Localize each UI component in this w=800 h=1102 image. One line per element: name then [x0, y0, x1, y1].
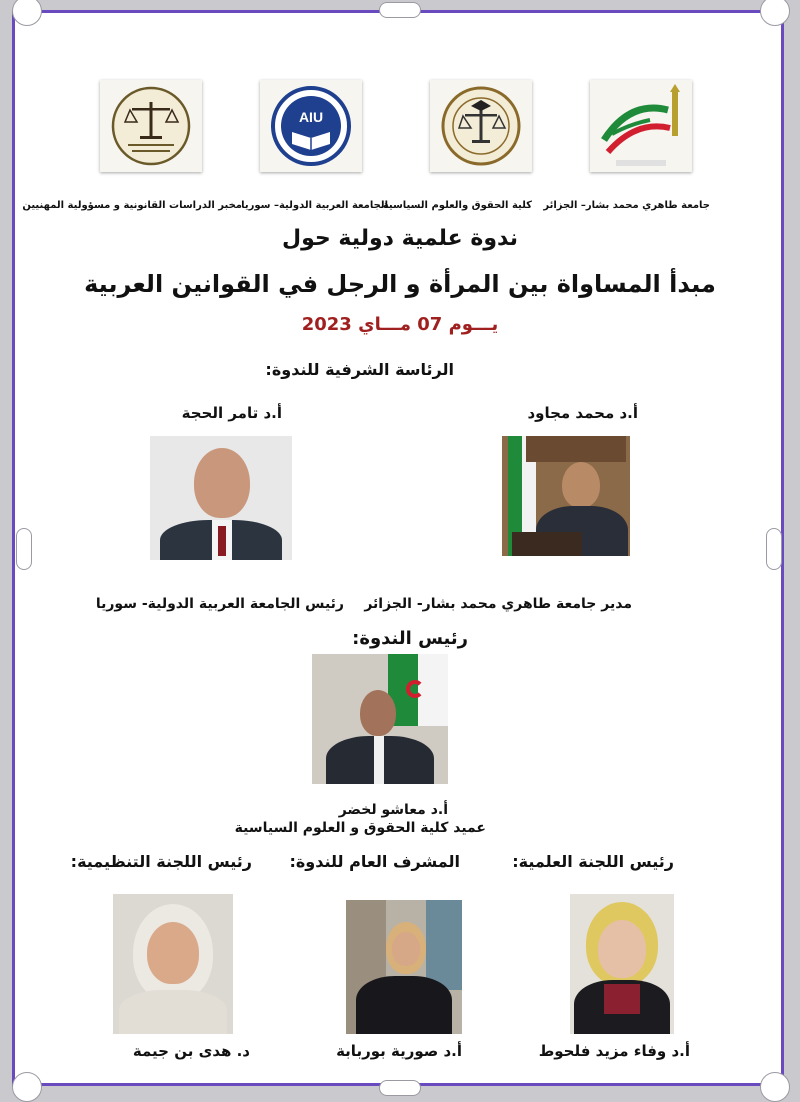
- general-supervisor-photo: [346, 900, 462, 1034]
- organizing-committee-photo: [113, 894, 233, 1034]
- chair-role: عميد كلية الحقوق و العلوم السياسية: [234, 820, 486, 836]
- logo-caption-lab: مخبر الدراسات القانونية و مسؤولية المهنيين: [22, 200, 242, 211]
- resize-handle-top-right[interactable]: [760, 0, 790, 26]
- organizing-committee-heading: رئيس اللجنة التنظيمية:: [70, 852, 252, 871]
- seminar-date: يـــوم 07 مـــاي 2023: [301, 314, 499, 335]
- logo-caption-aiu: الجامعة العربية الدولية– سوريا: [241, 200, 388, 211]
- resize-handle-right[interactable]: [766, 528, 782, 570]
- organizing-committee-name: د. هدى بن جيمة: [132, 1042, 250, 1060]
- honorary-heading: الرئاسة الشرفية للندوة:: [265, 360, 454, 379]
- chair-heading: رئيس الندوة:: [352, 628, 468, 649]
- aiu-logo-text: AIU: [298, 109, 324, 125]
- scientific-committee-name: أ.د وفاء مزيد فلحوط: [538, 1042, 690, 1060]
- honorary-left-role: رئيس الجامعة العربية الدولية- سوريا: [95, 596, 344, 612]
- scientific-committee-photo: [570, 894, 674, 1034]
- university-logo-icon: [590, 80, 692, 172]
- seminar-title-line2: مبدأ المساواة بين المرأة و الرجل في القوانين العربية: [84, 270, 716, 298]
- chair-photo: [312, 654, 448, 784]
- resize-handle-bottom[interactable]: [379, 1080, 421, 1096]
- logo-caption-university: جامعة طاهري محمد بشار– الجزائر: [543, 200, 710, 211]
- chair-name: أ.د معاشو لخضر: [338, 802, 448, 818]
- seminar-title-line1: ندوة علمية دولية حول: [282, 226, 518, 251]
- scientific-committee-heading: رئيس اللجنة العلمية:: [512, 852, 674, 871]
- aiu-logo-icon: [260, 80, 362, 172]
- lab-scales-logo-icon: [100, 80, 202, 172]
- honorary-right-photo: [502, 436, 630, 556]
- faculty-scales-logo-icon: [430, 80, 532, 172]
- resize-handle-bottom-left[interactable]: [12, 1072, 42, 1102]
- logo-caption-faculty: كلية الحقوق والعلوم السياسية: [382, 200, 532, 211]
- resize-handle-top[interactable]: [379, 2, 421, 18]
- general-supervisor-heading: المشرف العام للندوة:: [289, 852, 460, 871]
- honorary-left-name: أ.د تامر الحجة: [181, 404, 282, 422]
- resize-handle-bottom-right[interactable]: [760, 1072, 790, 1102]
- honorary-right-name: أ.د محمد مجاود: [527, 404, 638, 422]
- honorary-right-role: مدير جامعة طاهري محمد بشار- الجزائر: [364, 596, 632, 612]
- honorary-left-photo: [150, 436, 292, 560]
- resize-handle-left[interactable]: [16, 528, 32, 570]
- general-supervisor-name: أ.د صورية بوربابة: [336, 1042, 462, 1060]
